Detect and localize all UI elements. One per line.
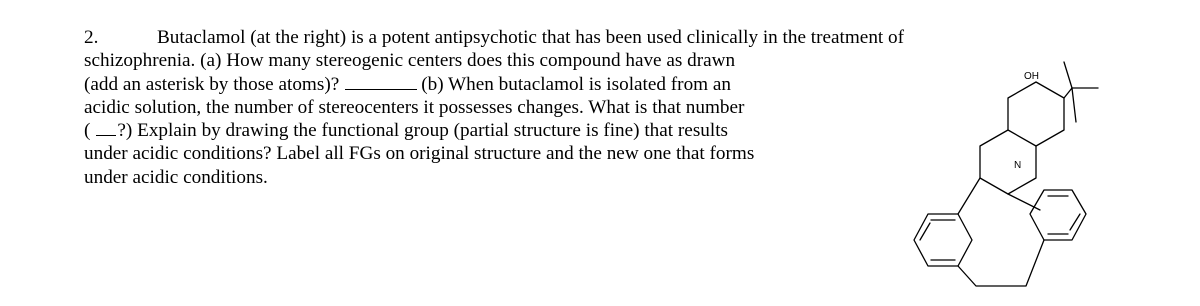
answer-blank-b[interactable] bbox=[96, 119, 116, 136]
left-benzene-double bbox=[920, 220, 955, 260]
right-benzene bbox=[1030, 190, 1086, 240]
question-explain: ?) Explain by drawing the functional group (partial structure is fine) that results bbox=[117, 120, 729, 142]
left-benzene bbox=[914, 214, 972, 266]
upper-ring bbox=[1008, 82, 1064, 146]
oh-label: OH bbox=[1024, 71, 1039, 82]
question-line-5 bbox=[84, 119, 884, 142]
tbutyl-branch-1 bbox=[1064, 62, 1072, 88]
butaclamol-structure bbox=[890, 50, 1120, 300]
question-part-b-start: (b) When butaclamol is isolated from an bbox=[421, 73, 731, 95]
question-line-3 bbox=[84, 73, 884, 96]
right-benzene-double bbox=[1048, 196, 1080, 234]
question-line-2: schizophrenia. (a) How many stereogenic centers does this compound have as drawn bbox=[84, 50, 736, 72]
ethano-bridge bbox=[958, 240, 1044, 286]
question-line-1 bbox=[84, 26, 905, 49]
question-intro: Butaclamol (at the right) is a potent antipsychotic that has been used clinically in the treatment of bbox=[157, 27, 905, 48]
bond-right-benzo bbox=[1008, 194, 1040, 210]
question-line-6: under acidic conditions? Label all FGs on original structure and the new one that forms bbox=[84, 143, 755, 165]
question-text bbox=[84, 26, 905, 189]
n-ring bbox=[980, 130, 1036, 194]
question-line-7: under acidic conditions. bbox=[84, 166, 268, 188]
question-part-a-end: (add an asterisk by those atoms)? bbox=[84, 73, 340, 95]
tbutyl-bond bbox=[1064, 88, 1072, 98]
question-line-4: acidic solution, the number of stereocenters it possesses changes. What is that number bbox=[84, 96, 745, 118]
question-number: 2. bbox=[84, 27, 99, 48]
answer-blank-a[interactable] bbox=[345, 73, 417, 90]
question-paren-open: ( bbox=[84, 120, 91, 142]
tbutyl-branch-3 bbox=[1072, 88, 1076, 122]
bond-left-benzo bbox=[958, 178, 980, 214]
n-label: N bbox=[1014, 160, 1022, 171]
